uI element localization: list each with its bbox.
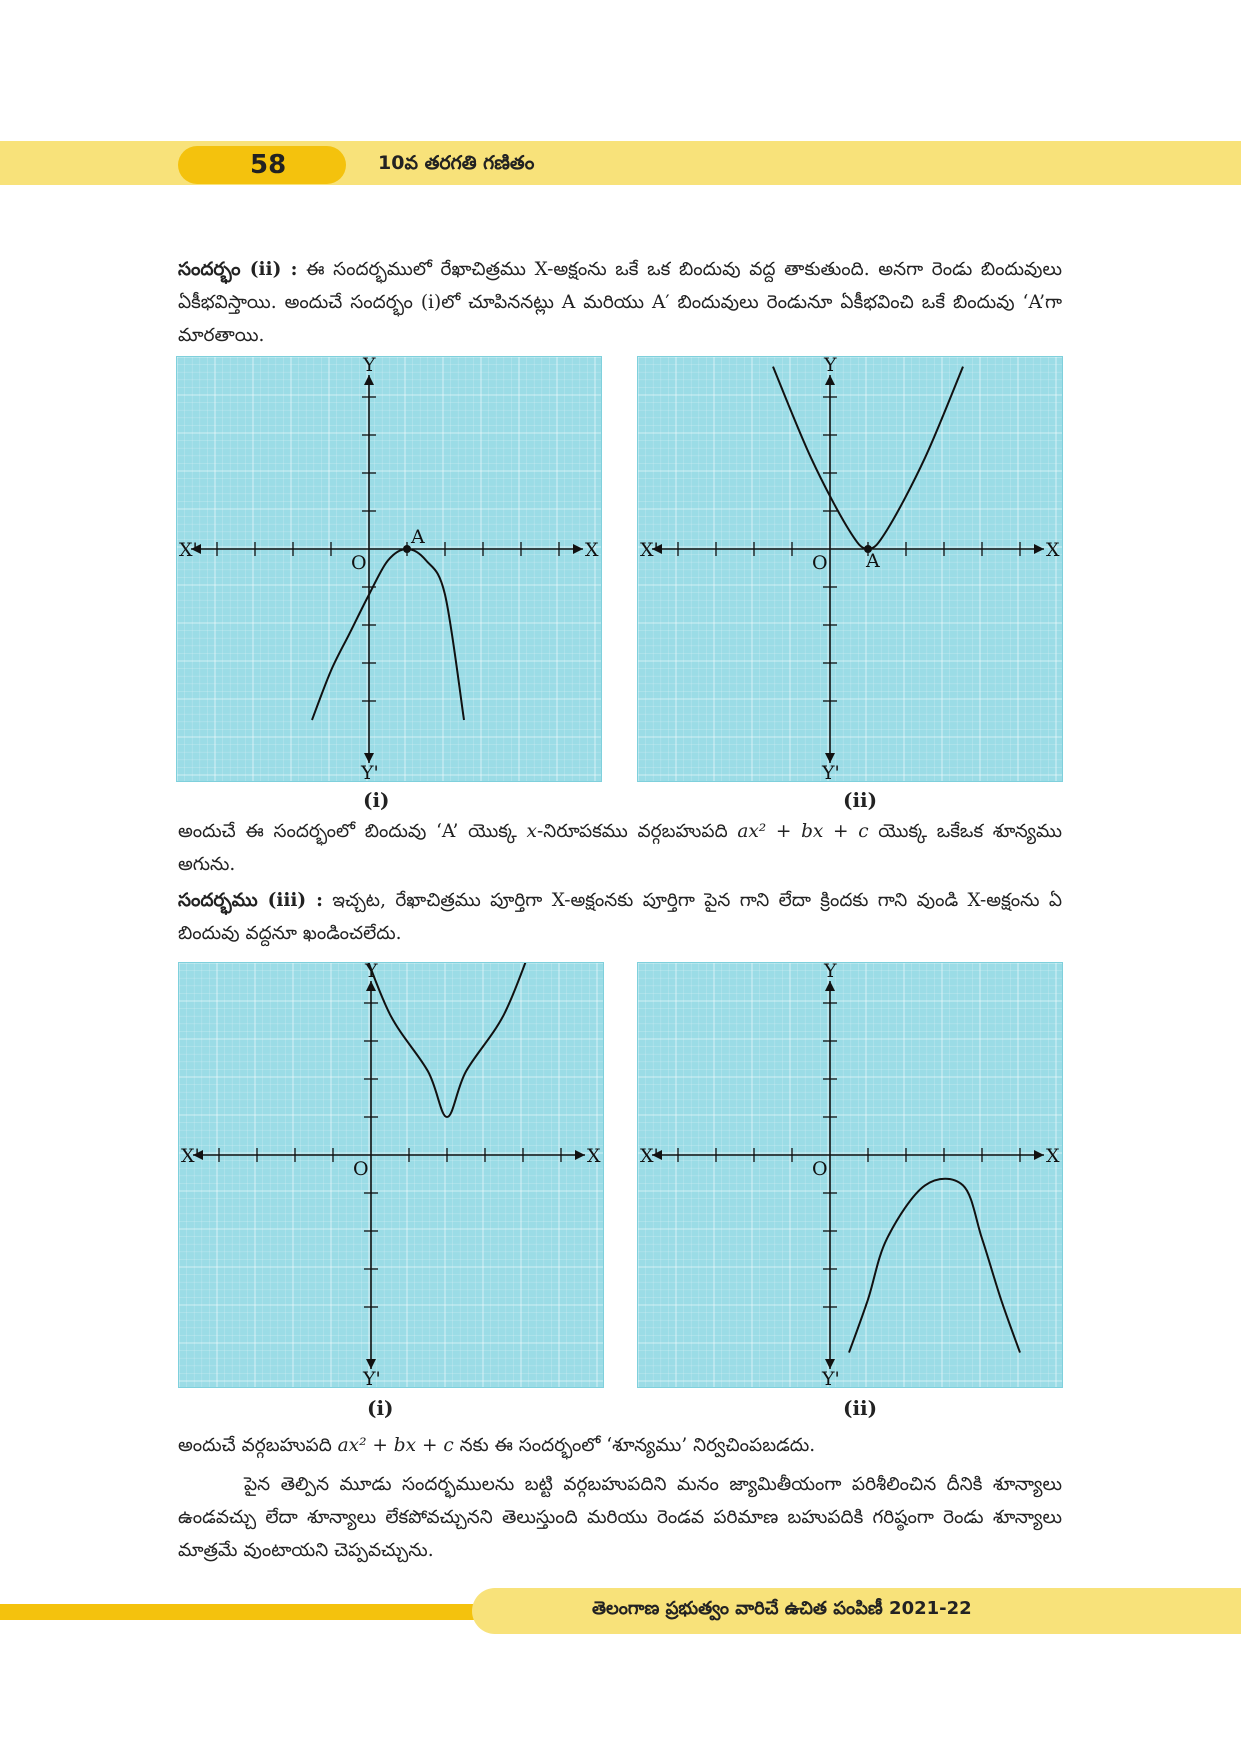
graph-case-ii-ii	[637, 356, 1063, 782]
point-a-label: A	[866, 550, 880, 572]
graph-case-ii-i	[176, 356, 602, 782]
caption-fig-3: (i)	[367, 1396, 394, 1420]
graph-case-iii-i-canvas	[179, 963, 603, 1387]
x-variable: x	[526, 821, 537, 842]
axis-label-x-prime: X'	[640, 539, 659, 561]
axis-label-x: X	[1046, 1145, 1060, 1167]
case-ii-conclusion-text-3: యొక్క ఒకేఒక శూన్యము అగును.	[178, 821, 1062, 875]
polynomial-expression: ax² + bx + c	[737, 821, 869, 842]
origin-label: O	[812, 552, 828, 574]
origin-label: O	[353, 1158, 369, 1180]
axis-label-x-prime: X'	[179, 539, 198, 561]
point-a-marker	[403, 545, 411, 553]
axis-label-y-prime: Y'	[822, 762, 840, 781]
origin-label: O	[351, 552, 367, 574]
case-iii-conclusion	[178, 1429, 1062, 1462]
axis-label-x: X	[585, 539, 599, 561]
graph-case-iii-ii	[637, 962, 1063, 1388]
graph-case-ii-i-canvas	[177, 357, 601, 781]
case-ii-heading: సందర్భం (ii) :	[178, 259, 298, 280]
caption-fig-2: (ii)	[843, 788, 878, 812]
axis-label-x-prime: X'	[181, 1145, 200, 1167]
footer-text: తెలంగాణ ప్రభుత్వం వారిచే ఉచిత పంపిణీ 2021-22	[592, 1598, 972, 1619]
summary-text: పైన తెల్పిన మూడు సందర్భములను బట్టి వర్గబహుపదిని మనం జ్యామితీయంగా పరిశీలించిన దీనికి శూన్యాలు ఉండవచ్చు లేదా శూన్యాలు లేకపోవచ్చునని తెలుస్తుంది మరియు రెండవ పరిమాణ బహుపదికి గరిష్ఠంగా రెండు శూన్యాలు మాత్రమే వుంటాయని చెప్పవచ్చును.	[178, 1474, 1062, 1561]
axis-label-x-prime: X'	[640, 1145, 659, 1167]
axis-label-y: Y	[824, 357, 837, 376]
case-ii-text: ఈ సందర్భములో రేఖాచిత్రము X-అక్షంను ఒకే ఒక బిందువు వద్ద తాకుతుంది. అనగా రెండు బిందువులు ఏకీభవిస్తాయి. అందుచే సందర్భం (i)లో చూపిననట్లు A మరియు A′ బిందువులు రెండునూ ఏకీభవించి ఒకే బిందువు ‘A’గా మారతాయి.	[178, 259, 1062, 346]
axis-label-y: Y	[824, 963, 837, 982]
header-title: 10వ తరగతి గణితం	[378, 152, 535, 174]
grid-background	[179, 963, 603, 1387]
graph-case-ii-ii-canvas	[638, 357, 1062, 781]
axis-label-y-prime: Y'	[822, 1368, 840, 1387]
grid-background	[638, 357, 1062, 781]
axis-label-y: Y	[365, 963, 378, 982]
origin-label: O	[812, 1158, 828, 1180]
axis-label-x: X	[1046, 539, 1060, 561]
case-iii-heading: సందర్భము (iii) :	[178, 890, 323, 911]
case-ii-paragraph	[178, 253, 1062, 352]
case-ii-conclusion	[178, 815, 1062, 881]
point-a-label: A	[411, 526, 425, 548]
axis-label-y: Y	[363, 357, 376, 376]
page-number: 58	[250, 150, 287, 180]
grid-background	[638, 963, 1062, 1387]
summary-paragraph	[178, 1468, 1062, 1567]
case-iii-conclusion-text-1: అందుచే వర్గబహుపది	[178, 1435, 338, 1456]
case-iii-text: ఇచ్చట, రేఖాచిత్రము పూర్తిగా X-అక్షంనకు పూర్తిగా పైన గాని లేదా క్రిందకు గాని వుండి X-అక్షంను ఏ బిందువు వద్దనూ ఖండించలేదు.	[178, 890, 1062, 944]
axis-label-x: X	[587, 1145, 601, 1167]
axis-label-y-prime: Y'	[363, 1368, 381, 1387]
caption-fig-4: (ii)	[843, 1396, 878, 1420]
polynomial-expression-2: ax² + bx + c	[337, 1435, 454, 1456]
graph-case-iii-ii-canvas	[638, 963, 1062, 1387]
grid-background	[177, 357, 601, 781]
graph-case-iii-i	[178, 962, 604, 1388]
case-iii-conclusion-text-2: నకు ఈ సందర్భంలో ‘శూన్యము’ నిర్వచింపబడదు.	[453, 1435, 816, 1456]
case-ii-conclusion-text-1: అందుచే ఈ సందర్భంలో బిందువు ‘A’ యొక్క	[178, 821, 527, 842]
axis-label-y-prime: Y'	[361, 762, 379, 781]
case-iii-paragraph	[178, 884, 1062, 950]
case-ii-conclusion-text-2: -నిరూపకము వర్గబహుపది	[536, 821, 738, 842]
caption-fig-1: (i)	[363, 788, 390, 812]
